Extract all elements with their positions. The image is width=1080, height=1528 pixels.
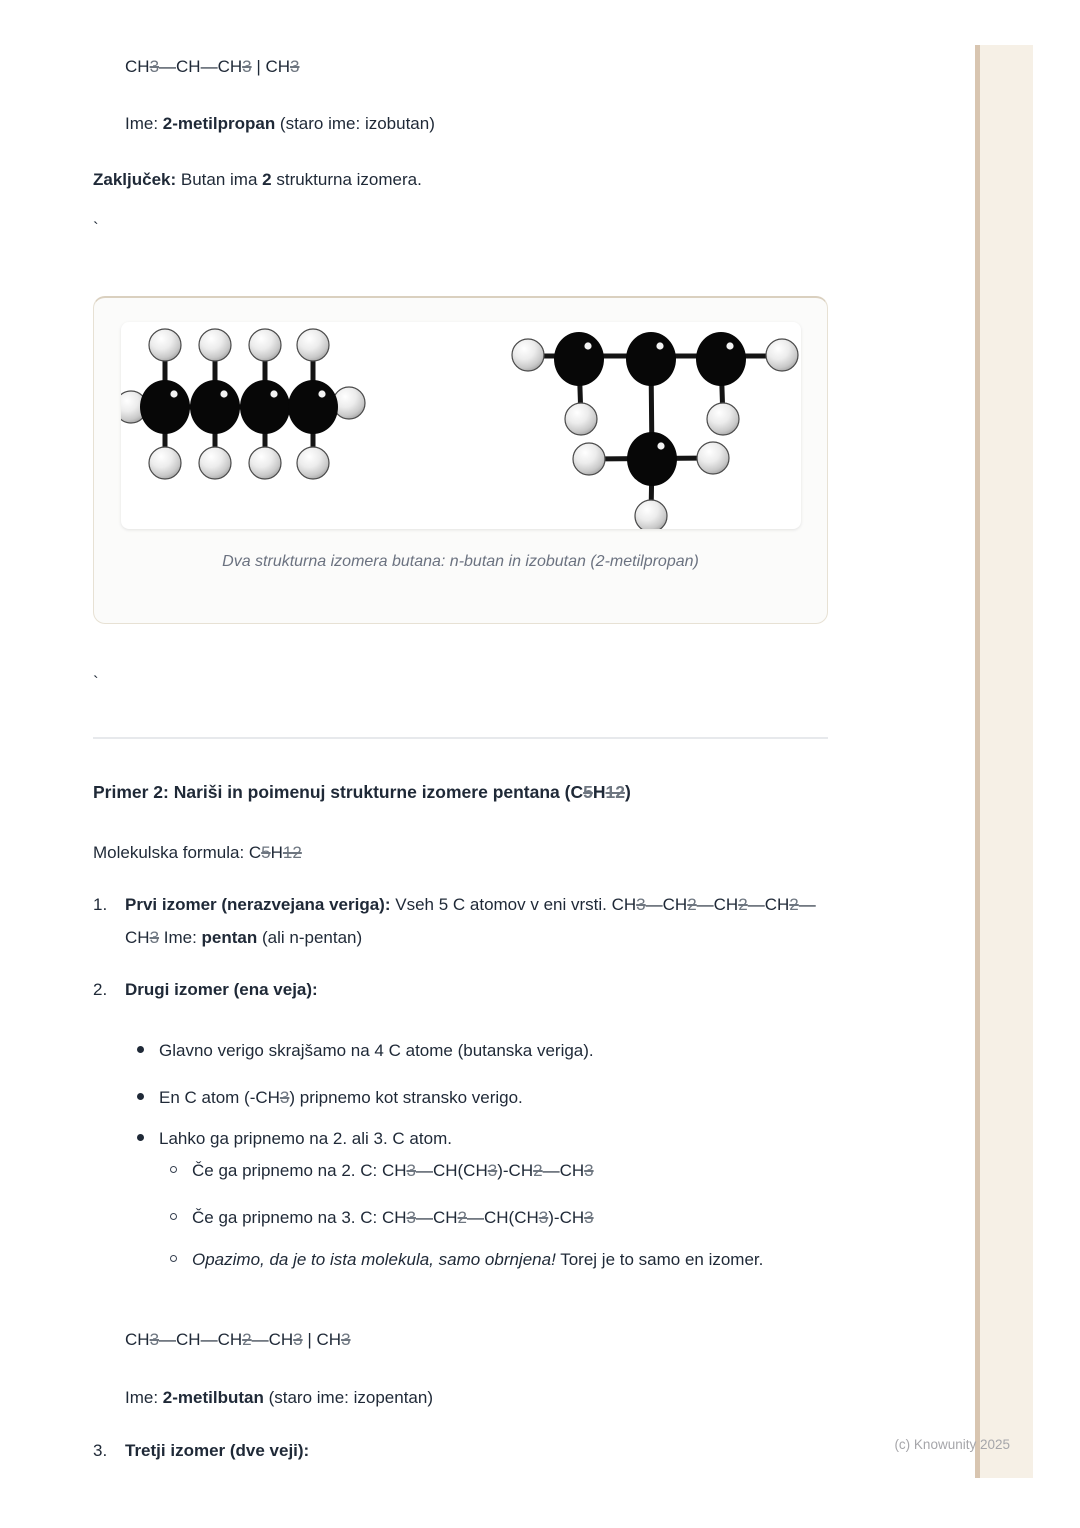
ordered-item-2 — [93, 973, 828, 1006]
sub-bullet-text: Če ga pripnemo na 3. C: CH3—CH2—CH(CH3)-CH3 — [192, 1208, 594, 1227]
item-text: Tretji izomer (dve veji): — [125, 1441, 310, 1460]
primer2-heading: Primer 2: Nariši in poimenuj strukturne izomere pentana (C5H12) — [93, 782, 631, 802]
bullet-item-3 — [137, 1122, 828, 1155]
figure-image — [121, 322, 801, 529]
item-number: 1. — [93, 895, 108, 914]
bullet-circle-icon — [170, 1201, 192, 1220]
molecular-formula-line: Molekulska formula: C5H12 — [93, 843, 302, 862]
figure-caption: Dva strukturna izomera butana: n-butan in izobutan (2-metilpropan) — [222, 553, 699, 570]
formula-line-izobutan: CH3—CH—CH3 | CH3 — [125, 57, 300, 76]
section-divider — [93, 737, 828, 739]
sub-bullet-text: Če ga pripnemo na 2. C: CH3—CH(CH3)-CH2—CH3 — [192, 1161, 594, 1180]
name-line-metilbutan: Ime: 2-metilbutan (staro ime: izopentan) — [125, 1388, 433, 1407]
stray-backtick-bottom: ` — [93, 673, 99, 692]
copyright-watermark: (c) Knowunity 2025 — [894, 1437, 1010, 1452]
item-text: Drugi izomer (ena veja): — [125, 980, 318, 999]
bullet-text: En C atom (-CH3) pripnemo kot stransko verigo. — [159, 1088, 523, 1107]
sub-bullet-item-1 — [170, 1154, 828, 1187]
conclusion-line: Zaključek: Butan ima 2 strukturna izomera. — [93, 170, 422, 189]
bullet-disc-icon — [137, 1081, 159, 1100]
sub-bullet-item-2 — [170, 1201, 828, 1234]
ordered-item-3 — [93, 1434, 828, 1467]
ordered-item-1 — [93, 888, 828, 954]
bullet-text: Glavno verigo skrajšamo na 4 C atome (butanska veriga). — [159, 1041, 594, 1060]
figure-card — [93, 296, 828, 624]
name-line-metilpropan: Ime: 2-metilpropan (staro ime: izobutan) — [125, 114, 435, 133]
formula-line-metilbutan: CH3—CH—CH2—CH3 | CH3 — [125, 1330, 351, 1349]
item-number: 2. — [93, 980, 108, 999]
bullet-text: Lahko ga pripnemo na 2. ali 3. C atom. — [159, 1129, 452, 1148]
molecule-diagram — [121, 322, 801, 529]
bullet-circle-icon — [170, 1243, 192, 1262]
sub-bullet-text: Opazimo, da je to ista molekula, samo obrnjena! Torej je to samo en izomer. — [192, 1250, 764, 1269]
item-text: Prvi izomer (nerazvejana veriga): Vseh 5 C atomov v eni vrsti. CH3—CH2—CH2—CH2—CH3 Ime: pentan (ali n-pentan) — [125, 895, 816, 947]
bullet-circle-icon — [170, 1154, 192, 1173]
bullet-disc-icon — [137, 1034, 159, 1053]
bullet-disc-icon — [137, 1122, 159, 1141]
item-number: 3. — [93, 1441, 108, 1460]
bullet-item-2 — [137, 1081, 828, 1114]
bullet-item-1 — [137, 1034, 828, 1067]
sub-bullet-item-3 — [170, 1243, 828, 1276]
stray-backtick-top: ` — [93, 219, 99, 238]
page-edge-stripe — [975, 45, 1033, 1478]
